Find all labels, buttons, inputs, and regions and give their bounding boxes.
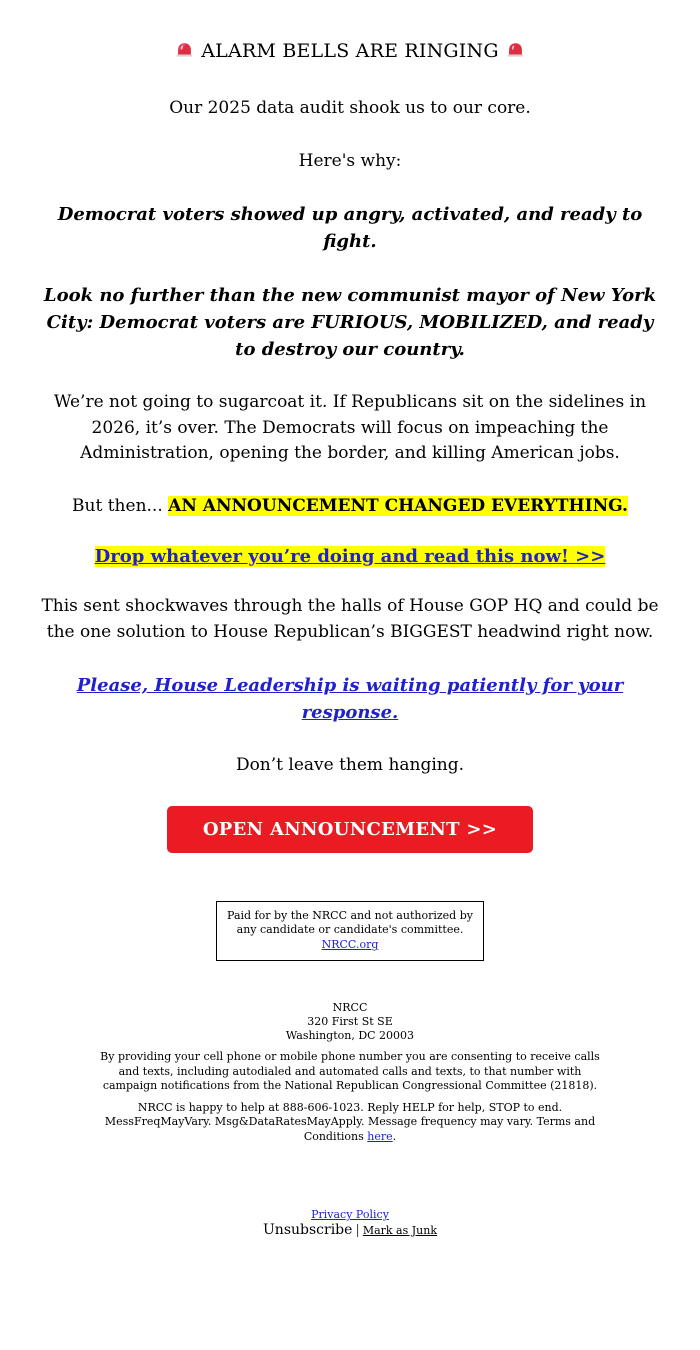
address-line-1: 320 First St SE (307, 1014, 393, 1028)
read-now-line (38, 546, 662, 567)
paragraph-nyc-mayor: Look no further than the new communist mayor of New York City: Democrat voters are FURIOUS, MOBILIZED, and ready to destroy our country. (43, 285, 657, 360)
read-now-link[interactable]: Drop whatever you’re doing and read this now! >> (94, 546, 606, 567)
open-announcement-button[interactable]: OPEN ANNOUNCEMENT >> (167, 806, 533, 853)
siren-icon (505, 40, 526, 66)
mark-as-junk-link[interactable]: Mark as Junk (362, 1224, 437, 1238)
unsubscribe-line (38, 1222, 662, 1238)
email-body (38, 0, 662, 1238)
separator: | (355, 1223, 360, 1239)
leadership-line (38, 672, 662, 726)
siren-icon (174, 40, 195, 66)
paragraph-sugarcoat: We’re not going to sugarcoat it. If Republicans sit on the sidelines in 2026, it’s over. The Democrats will focus on impeaching the Administration, opening the border, and killing American jobs. (53, 392, 647, 463)
privacy-policy-line (38, 1208, 662, 1221)
announcement-highlight: AN ANNOUNCEMENT CHANGED EVERYTHING. (168, 495, 628, 516)
paragraph-dont-leave: Don’t leave them hanging. (235, 755, 465, 775)
help-text: NRCC is happy to help at 888-606-1023. Reply HELP for help, STOP to end. MessFreqMayVary. Msg&DataRatesMayApply. Message frequency may vary. Terms and Conditions (104, 1101, 596, 1143)
paragraph-shockwaves: This sent shockwaves through the halls of House GOP HQ and could be the one solution to House Republican’s BIGGEST headwind right now. (41, 596, 659, 642)
terms-here-link[interactable]: here (367, 1129, 393, 1143)
paragraph-democrat-voters: Democrat voters showed up angry, activated, and ready to fight. (57, 204, 643, 252)
consent-fine-print: By providing your cell phone or mobile phone number you are consenting to receive calls and texts, including autodialed and automated calls and texts, to that number with campaign notifications from the National Republican Congressional Committee (21818). (100, 1050, 600, 1092)
unsubscribe-link[interactable]: Unsubscribe (263, 1222, 353, 1239)
paragraph-heres-why: Here's why: (298, 150, 402, 171)
paid-for-disclaimer-box (216, 901, 484, 962)
nrcc-org-link[interactable]: NRCC.org (321, 938, 379, 952)
org-name: NRCC (332, 1001, 368, 1015)
help-fine-print (95, 1101, 605, 1144)
paragraph-but-then (38, 494, 662, 520)
help-text-period: . (392, 1129, 397, 1143)
paragraph-data-audit: Our 2025 data audit shook us to our core. (169, 98, 531, 118)
cta-wrap (38, 806, 662, 853)
privacy-policy-link[interactable]: Privacy Policy (311, 1208, 389, 1222)
address-line-2: Washington, DC 20003 (285, 1028, 415, 1042)
headline (38, 40, 662, 66)
headline-text: ALARM BELLS ARE RINGING (201, 40, 499, 62)
leadership-response-link[interactable]: Please, House Leadership is waiting patiently for your response. (76, 675, 624, 723)
but-then-prefix: But then... (72, 495, 169, 516)
address-block (38, 1001, 662, 1042)
disclaimer-text: Paid for by the NRCC and not authorized by any candidate or candidate's committee. (227, 908, 473, 937)
